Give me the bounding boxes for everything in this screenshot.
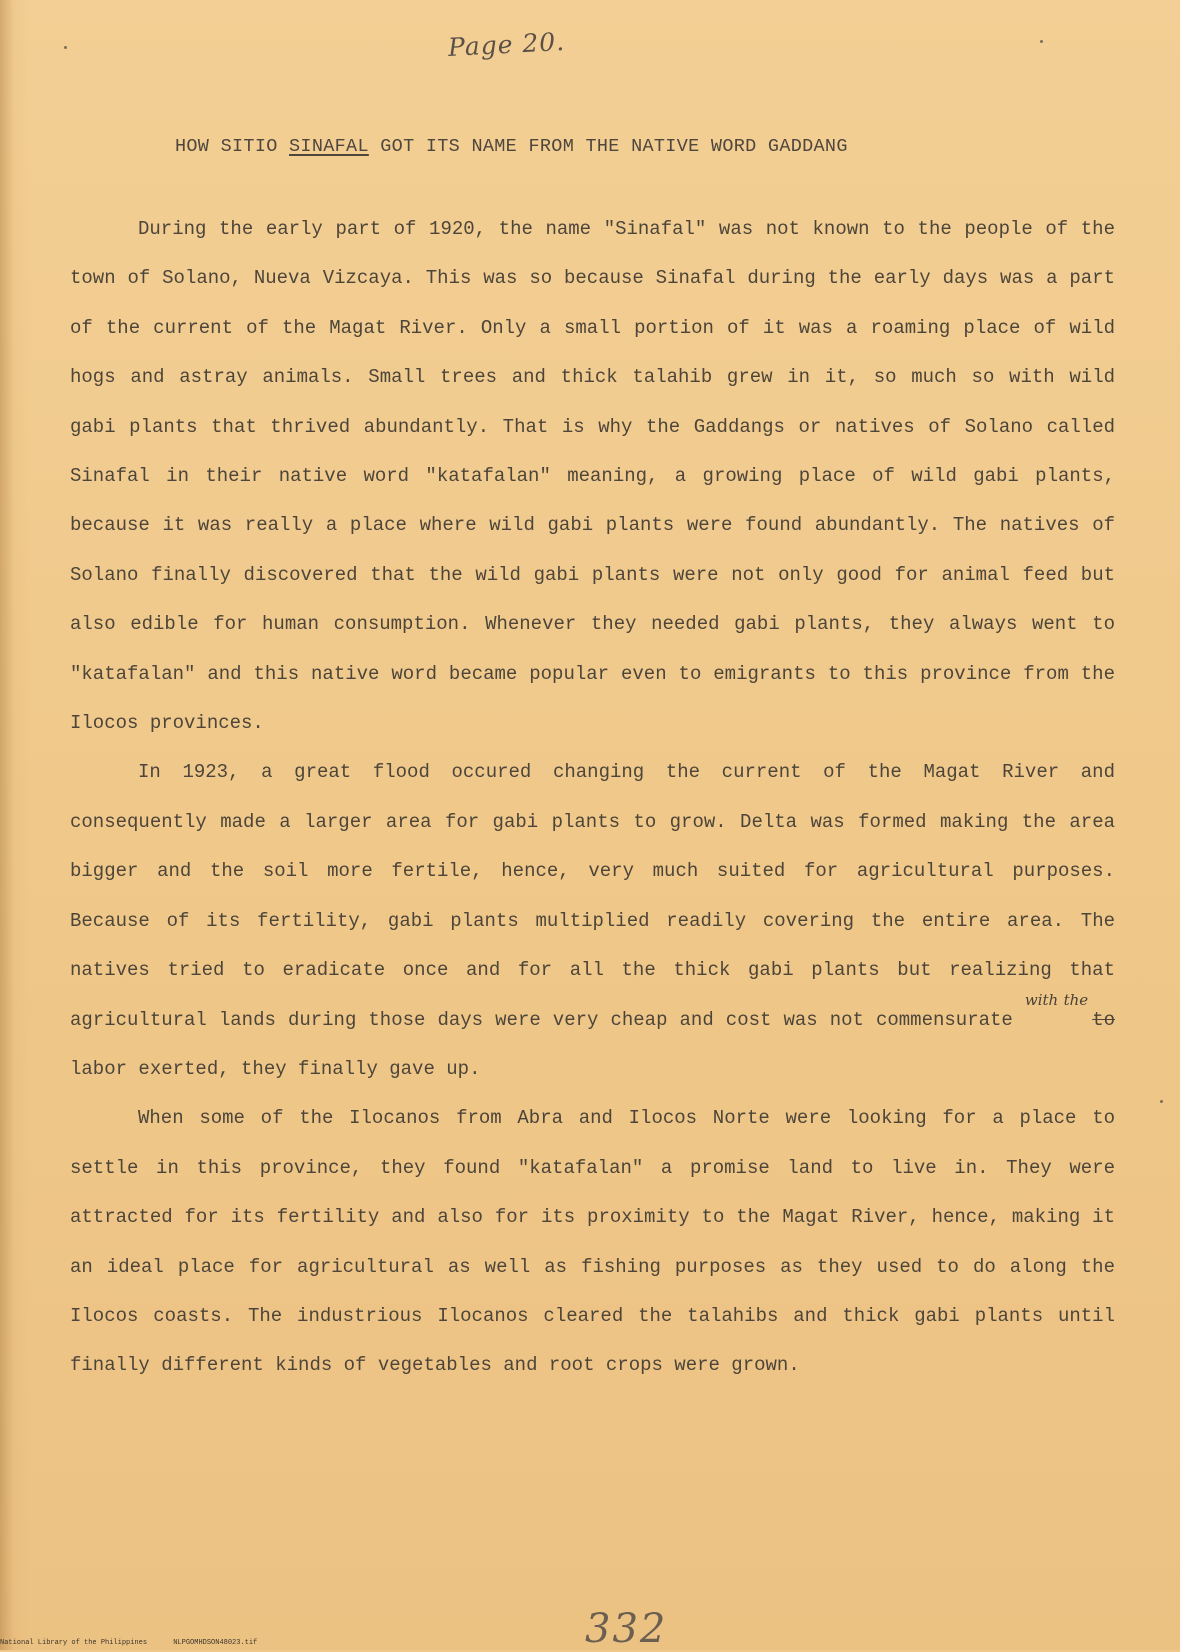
- scan-footer: [0, 1639, 279, 1647]
- title-prefix: HOW SITIO: [175, 136, 290, 157]
- title-underlined-word: SINAFAL: [289, 136, 369, 157]
- title-suffix: GOT ITS NAME FROM THE NATIVE WORD GADDANG: [368, 136, 848, 157]
- paragraph-2: [70, 748, 1115, 1094]
- paragraph-1: During the early part of 1920, the name "Sinafal" was not known to the people of the town of Solano, Nueva Vizcaya. This was so because Sinafal during the early days was a part of the current of the Magat River. Only a small portion of it was a roaming place of wild hogs and astray animals. Small trees and thick talahib grew in it, so much so with wild gabi plants that thrived abundantly. That is why the Gaddangs or natives of Solano called Sinafal in their native word "katafalan" meaning, a growing place of wild gabi plants, because it was really a place where wild gabi plants were found abundantly. The natives of Solano finally discovered that the wild gabi plants were not only good for animal feed but also edible for human consumption. Whenever they needed gabi plants, they always went to "katafalan" and this native word became popular even to emigrants to this province from the Ilocos provinces.: [70, 218, 1115, 735]
- paper-speck: [64, 46, 67, 49]
- document-title: [175, 136, 1075, 157]
- handwritten-insertion: with the: [1024, 990, 1089, 1009]
- handwritten-page-number: 332: [585, 1606, 668, 1652]
- paragraph-3: When some of the Ilocanos from Abra and Ilocos Norte were looking for a place to settle in this province, they found "katafalan" a promise land to live in. They were attracted for its fertility and also for its proximity to the Magat River, hence, making it an ideal place for agricultural as well as fishing purposes as they used to do along the Ilocos coasts. The industrious Ilocanos cleared the talahibs and thick gabi plants until finally different kinds of vegetables and root crops were grown.: [70, 1107, 1115, 1377]
- paragraph-2-text-end: labor exerted, they finally gave up.: [70, 1057, 481, 1080]
- paper-speck: [1040, 40, 1043, 43]
- handwritten-page-label: Page 20.: [447, 26, 566, 63]
- paper-speck: [1160, 1100, 1163, 1103]
- archive-label: National Library of the Philippines: [0, 1639, 148, 1647]
- file-name: NLPGOMHDSON48023.tif: [173, 1639, 258, 1647]
- paragraph-2-text: In 1923, a great flood occured changing the current of the Magat River and consequently made a larger area for gabi plants to grow. Delta was formed making the area bigger and the soil more fertile, hence, very much suited for agricultural purposes. Because of its fertility, gabi plants multiplied readily covering the entire area. The natives tried to eradicate once and for all the thick gabi plants but realizing that agricultural lands during those days were very cheap and cost was not commensurate: [70, 761, 1115, 1031]
- document-body: [70, 205, 1115, 1391]
- struck-word: to: [1092, 1008, 1116, 1031]
